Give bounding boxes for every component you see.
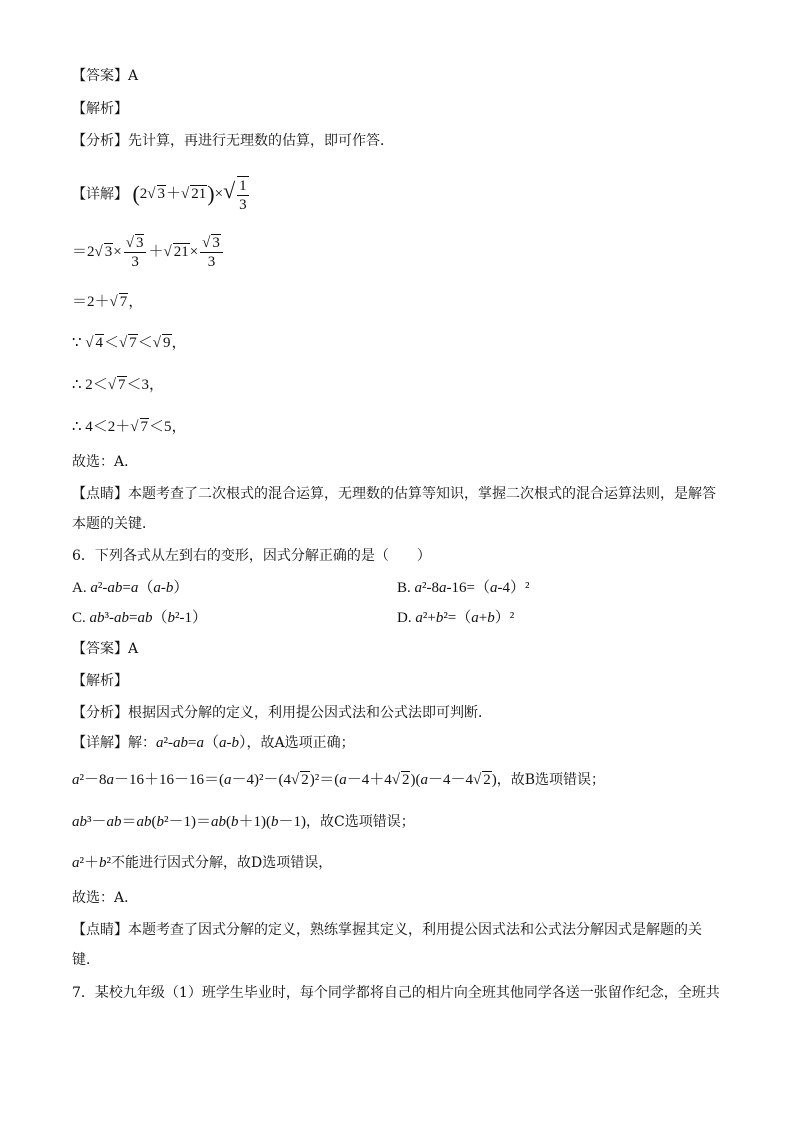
q6-detail-c (72, 812, 415, 832)
q6-detail-a (72, 733, 355, 753)
q6-detail-a-conclusion: ，故A选项正确； (246, 735, 355, 751)
q6-option-a: A. a²-ab=a（a-b） (72, 580, 189, 596)
q6-detail-c-conclusion: ，故C选项错误； (306, 814, 415, 830)
q5-gu-xuan: 故选：A． (72, 454, 139, 470)
q5-step-2: ＝2＋√ 7， (72, 294, 144, 310)
q6-detail-label: 【详解】解： (72, 735, 156, 751)
q6-detail-a-math: a²-ab=a（a-b） (156, 735, 247, 751)
q6-gu-xuan: 故选：A． (72, 890, 139, 906)
q6-option-b: B. a²-8a-16=（a-4）² (397, 580, 530, 596)
q5-fenxi: 【分析】先计算，再进行无理数的估算，即可作答． (72, 133, 394, 149)
q6-option-d: D. a²+b²=（a+b）² (397, 610, 515, 626)
q5-step-1: ＝2√ 3× $\frac{√ 3}{3}$ ＋√ 21× $\frac{√ 3}{3}$ (72, 234, 225, 271)
q6-dianjing-line-2: 键． (72, 952, 100, 968)
q5-step-4: ∴ 2＜√ 7＜3， (72, 377, 165, 393)
q5-expression: (2√ 3＋√ 21)×√ $\frac{1}{3}$ (132, 178, 247, 213)
q6-analysis-heading: 【解析】 (72, 673, 128, 689)
q6-options-row-2 (0, 608, 794, 628)
q6-option-c: C. ab³-ab=ab（b²-1） (72, 610, 207, 626)
q5-step-5: ∴ 4＜2＋√ 7＜5， (72, 419, 187, 435)
q6-detail-b-math: a²－8a－16＋16－16＝(a－4)²－(4√ 2)²＝(a－4＋4√ 2)(a－4－4√ 2) (72, 772, 497, 788)
q5-answer: 【答案】A (72, 68, 139, 84)
q6-detail-d (72, 853, 332, 873)
q6-detail-b-conclusion: ，故B选项错误； (496, 772, 606, 788)
q5-dianjing-line-2: 本题的关键． (72, 516, 156, 532)
q6-answer: 【答案】A (72, 641, 139, 657)
q6-dianjing-line-1: 【点睛】本题考查了因式分解的定义，熟练掌握其定义，利用提公因式法和公式法分解因式是解题的关 (72, 922, 702, 938)
q6-detail-d-math: a²＋b² (72, 855, 111, 871)
q5-detail-label: 【详解】 (72, 186, 128, 203)
q6-fenxi: 【分析】根据因式分解的定义，利用提公因式法和公式法即可判断． (72, 705, 492, 721)
q5-dianjing-line-1: 【点睛】本题考查了二次根式的混合运算，无理数的估算等知识，掌握二次根式的混合运算法则，是解答 (72, 486, 716, 502)
q6-options-row-1 (0, 578, 794, 598)
q5-step-3: ∵ √ 4＜√ 7＜√ 9， (72, 335, 187, 351)
q5-analysis-heading: 【解析】 (72, 101, 128, 117)
q6-detail-c-math: ab³－ab＝ab(b²－1)＝ab(b＋1)(b－1) (72, 814, 307, 830)
q6-detail-d-conclusion: 不能进行因式分解，故D选项错误， (111, 855, 333, 871)
q5-detail-line (72, 176, 251, 214)
q7-stem: 7．某校九年级（1）班学生毕业时，每个同学都将自己的相片向全班其他同学各送一张留作纪念，全班共 (72, 985, 720, 1001)
q6-stem: 6．下列各式从左到右的变形，因式分解正确的是（ ） (72, 548, 431, 564)
q6-detail-b (72, 770, 605, 790)
